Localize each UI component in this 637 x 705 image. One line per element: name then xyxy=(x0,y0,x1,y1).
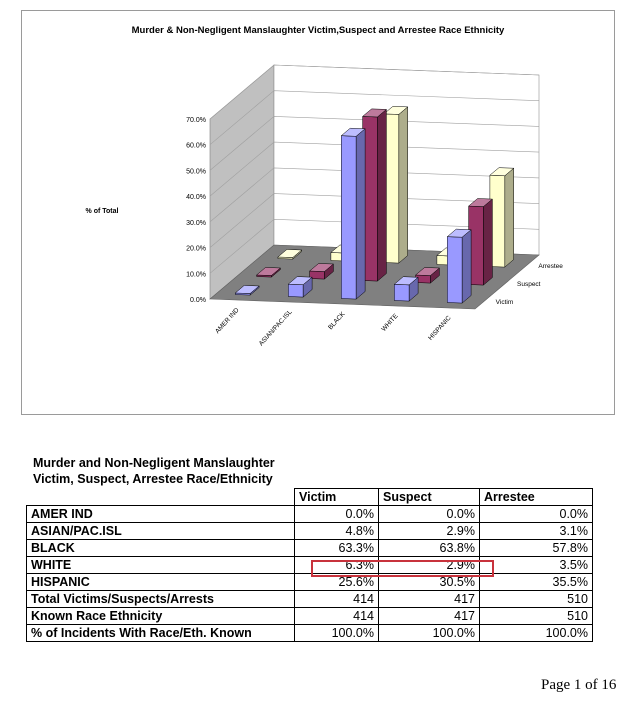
cell-victim: 414 xyxy=(295,591,379,608)
bar-side-suspect xyxy=(483,199,492,285)
chart-frame xyxy=(21,10,615,415)
x-tick-label: ASIAN/PAC.ISL xyxy=(257,308,294,348)
row-label: HISPANIC xyxy=(27,574,295,591)
table-caption xyxy=(33,455,275,487)
bar-side-victim xyxy=(356,129,365,299)
row-label: % of Incidents With Race/Eth. Known xyxy=(27,625,295,642)
x-tick-label: WHITE xyxy=(380,312,400,333)
chart-svg xyxy=(22,11,614,414)
cell-suspect: 417 xyxy=(379,591,480,608)
table-row xyxy=(27,540,593,557)
series-label-arrestee: Arrestee xyxy=(538,263,563,270)
row-label: WHITE xyxy=(27,557,295,574)
cell-suspect: 2.9% xyxy=(379,557,480,574)
y-axis-title: % of Total xyxy=(85,208,119,215)
cell-victim: 100.0% xyxy=(295,625,379,642)
cell-victim: 414 xyxy=(295,608,379,625)
series-label-suspect: Suspect xyxy=(517,281,541,288)
bar-victim xyxy=(288,284,303,297)
row-label: ASIAN/PAC.ISL xyxy=(27,523,295,540)
table-body xyxy=(27,506,593,642)
column-header-victim: Victim xyxy=(295,489,379,506)
y-tick-label: 60.0% xyxy=(186,142,206,150)
cell-suspect: 100.0% xyxy=(379,625,480,642)
table-caption-line-1: Murder and Non-Negligent Manslaughter xyxy=(33,456,275,470)
cell-arrestee: 35.5% xyxy=(480,574,593,591)
cell-suspect: 2.9% xyxy=(379,523,480,540)
column-header-arrestee: Arrestee xyxy=(480,489,593,506)
table-header-row xyxy=(27,489,593,506)
table-row xyxy=(27,608,593,625)
table-row xyxy=(27,574,593,591)
cell-victim: 6.3% xyxy=(295,557,379,574)
cell-victim: 63.3% xyxy=(295,540,379,557)
y-tick-label: 10.0% xyxy=(186,271,206,279)
table-row xyxy=(27,523,593,540)
cell-arrestee: 510 xyxy=(480,591,593,608)
y-tick-label: 70.0% xyxy=(186,117,206,124)
table-header-blank xyxy=(27,489,295,506)
y-tick-label: 30.0% xyxy=(186,219,206,227)
cell-victim: 0.0% xyxy=(295,506,379,523)
page-number: Page 1 of 16 xyxy=(541,677,617,693)
bar-victim xyxy=(341,136,356,299)
bar-victim xyxy=(447,237,462,303)
cell-arrestee: 100.0% xyxy=(480,625,593,642)
data-table xyxy=(26,488,593,642)
row-label: Known Race Ethnicity xyxy=(27,608,295,625)
bar-side-arrestee xyxy=(399,107,408,263)
y-tick-label: 20.0% xyxy=(186,245,206,253)
bar-side-suspect xyxy=(377,109,386,281)
x-tick-label: HISPANIC xyxy=(427,314,453,342)
cell-suspect: 0.0% xyxy=(379,506,480,523)
row-label: Total Victims/Suspects/Arrests xyxy=(27,591,295,608)
cell-arrestee: 3.1% xyxy=(480,523,593,540)
cell-suspect: 30.5% xyxy=(379,574,480,591)
cell-arrestee: 3.5% xyxy=(480,557,593,574)
cell-victim: 4.8% xyxy=(295,523,379,540)
table-caption-line-2: Victim, Suspect, Arrestee Race/Ethnicity xyxy=(33,472,273,486)
y-tick-label: 50.0% xyxy=(186,168,206,176)
cell-suspect: 63.8% xyxy=(379,540,480,557)
y-tick-label: 0.0% xyxy=(190,297,206,304)
bar-side-victim xyxy=(462,230,471,303)
table-row xyxy=(27,506,593,523)
table-row xyxy=(27,557,593,574)
y-tick-label: 40.0% xyxy=(186,194,206,202)
cell-arrestee: 57.8% xyxy=(480,540,593,557)
chart-title: Murder & Non-Negligent Manslaughter Victim,Suspect and Arrestee Race Ethnicity xyxy=(131,25,505,36)
cell-suspect: 417 xyxy=(379,608,480,625)
table-row xyxy=(27,591,593,608)
cell-arrestee: 0.0% xyxy=(480,506,593,523)
x-tick-label: AMER IND xyxy=(214,306,241,336)
row-label: AMER IND xyxy=(27,506,295,523)
cell-arrestee: 510 xyxy=(480,608,593,625)
x-tick-label: BLACK xyxy=(327,310,347,332)
column-header-suspect: Suspect xyxy=(379,489,480,506)
table-row xyxy=(27,625,593,642)
bar-side-arrestee xyxy=(505,168,514,267)
series-label-victim: Victim xyxy=(495,299,514,306)
cell-victim: 25.6% xyxy=(295,574,379,591)
bar-victim xyxy=(394,284,409,301)
row-label: BLACK xyxy=(27,540,295,557)
